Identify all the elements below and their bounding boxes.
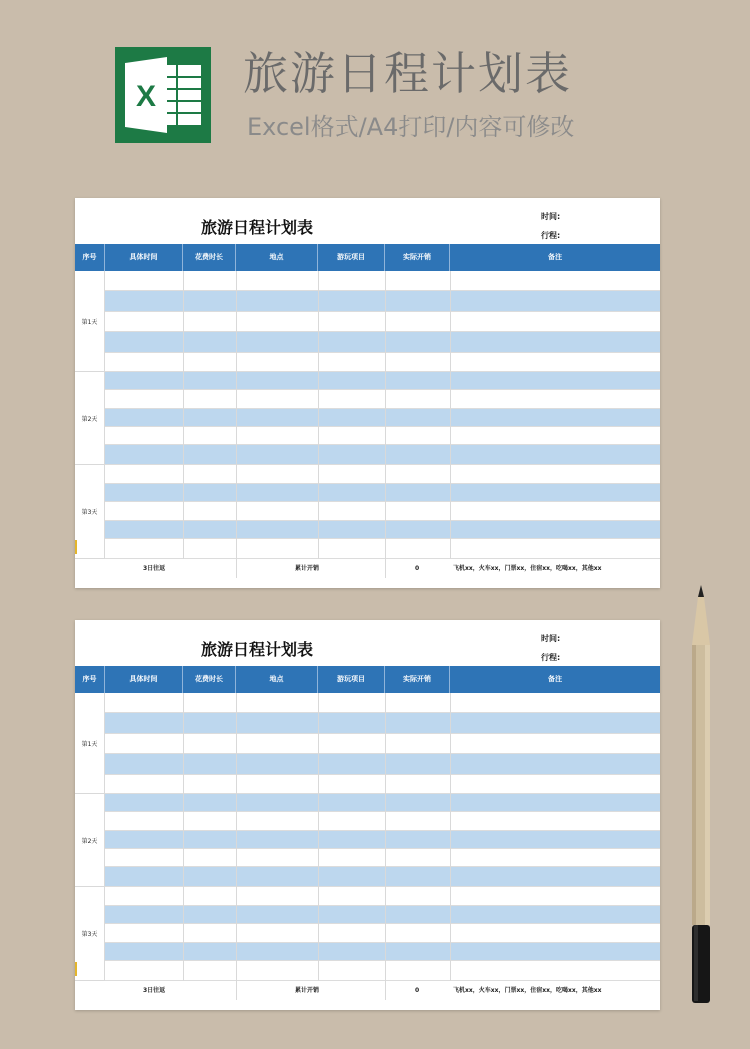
day-cell: 第2天	[75, 794, 105, 887]
table-row	[105, 409, 660, 427]
table-row	[105, 521, 660, 539]
table-row	[105, 734, 660, 754]
column-divider	[385, 271, 386, 559]
table-row	[105, 312, 660, 332]
time-label: 时间:	[541, 634, 561, 643]
page-subtitle: Excel格式/A4打印/内容可修改	[247, 113, 575, 141]
itinerary-label: 行程:	[541, 231, 561, 240]
table-row	[105, 943, 660, 961]
footer-total-label: 累计开销	[295, 565, 320, 572]
table-row	[105, 271, 660, 291]
table-row	[105, 867, 660, 887]
column-header: 花费时长	[183, 666, 236, 693]
table-rows	[105, 271, 660, 559]
column-divider	[183, 693, 184, 981]
footer-days: 3日往返	[143, 987, 166, 994]
table-row	[105, 961, 660, 981]
table-row	[105, 713, 660, 734]
column-header: 具体时间	[105, 244, 183, 271]
footer-divider	[385, 559, 386, 578]
sheet-title: 旅游日程计划表	[201, 640, 314, 659]
table-row	[105, 332, 660, 353]
table-row	[105, 484, 660, 502]
column-divider	[183, 271, 184, 559]
pencil-image	[688, 585, 714, 1005]
day-cell: 第1天	[75, 693, 105, 794]
cell-marker	[75, 962, 77, 976]
table-row	[105, 754, 660, 775]
footer-note: 飞机xx，火车xx，门票xx，住宿xx，吃喝xx，其他xx	[453, 987, 602, 994]
table-row	[105, 372, 660, 390]
page-title: 旅游日程计划表	[243, 47, 573, 100]
column-divider	[318, 693, 319, 981]
column-divider	[450, 271, 451, 559]
table-row	[105, 353, 660, 372]
column-header: 序号	[75, 666, 105, 693]
column-header: 实际开销	[385, 244, 450, 271]
column-header: 游玩项目	[318, 666, 385, 693]
column-divider	[236, 271, 237, 559]
footer-total-value: 0	[415, 987, 420, 994]
column-header: 地点	[236, 666, 318, 693]
sheet-title: 旅游日程计划表	[201, 218, 314, 237]
table-row	[105, 849, 660, 867]
table-row	[105, 924, 660, 943]
table-row	[105, 794, 660, 812]
time-label: 时间:	[541, 212, 561, 221]
column-header: 花费时长	[183, 244, 236, 271]
table-row	[105, 831, 660, 849]
column-divider	[318, 271, 319, 559]
table-row	[105, 906, 660, 924]
spreadsheet-preview	[75, 620, 660, 1010]
excel-logo-letter: X	[135, 80, 157, 113]
footer-days: 3日往返	[143, 565, 166, 572]
table-row	[105, 291, 660, 312]
footer-total-value: 0	[415, 565, 420, 572]
spreadsheet-preview	[75, 198, 660, 588]
day-cell: 第3天	[75, 887, 105, 981]
footer-divider	[385, 981, 386, 1000]
table-row	[105, 775, 660, 794]
table-row	[105, 693, 660, 713]
column-header: 序号	[75, 244, 105, 271]
table-row	[105, 887, 660, 906]
footer-divider	[236, 559, 237, 578]
cell-marker	[75, 540, 77, 554]
table-header	[75, 244, 660, 271]
footer-divider	[236, 981, 237, 1000]
column-header: 游玩项目	[318, 244, 385, 271]
table-header	[75, 666, 660, 693]
table-row	[105, 539, 660, 559]
column-divider	[450, 693, 451, 981]
table-row	[105, 465, 660, 484]
day-cell: 第2天	[75, 372, 105, 465]
day-cell: 第1天	[75, 271, 105, 372]
day-cell: 第3天	[75, 465, 105, 559]
table-rows	[105, 693, 660, 981]
column-header: 备注	[548, 253, 562, 261]
footer-total-label: 累计开销	[295, 987, 320, 994]
footer-note: 飞机xx，火车xx，门票xx，住宿xx，吃喝xx，其他xx	[453, 565, 602, 572]
excel-logo-icon	[115, 47, 211, 143]
table-row	[105, 812, 660, 831]
column-header: 实际开销	[385, 666, 450, 693]
itinerary-label: 行程:	[541, 653, 561, 662]
table-row	[105, 502, 660, 521]
column-divider	[385, 693, 386, 981]
column-header: 地点	[236, 244, 318, 271]
table-row	[105, 390, 660, 409]
column-divider	[236, 693, 237, 981]
table-row	[105, 427, 660, 445]
table-row	[105, 445, 660, 465]
column-header: 备注	[548, 675, 562, 683]
column-header: 具体时间	[105, 666, 183, 693]
